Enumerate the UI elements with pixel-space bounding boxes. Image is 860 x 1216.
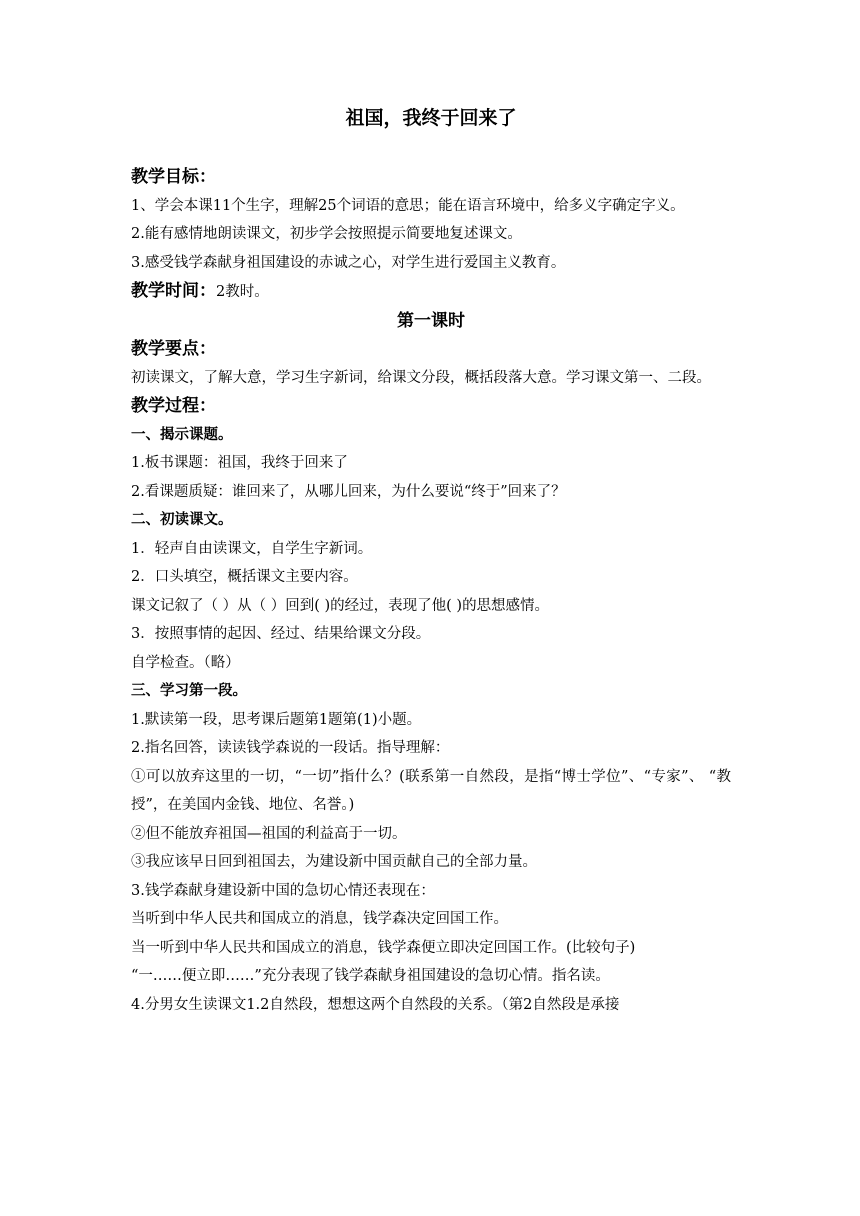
teaching-time	[131, 277, 731, 307]
process-heading: 教学过程：	[131, 396, 216, 416]
objective-item: 1、学会本课11个生字，理解25个词语的意思；能在语言环境中，给多义字确定字义。	[131, 197, 685, 214]
section2-heading: 二、初读课文。	[131, 512, 233, 528]
document-body	[131, 163, 731, 1019]
objectives-heading: 教学目标：	[131, 167, 216, 187]
time-label: 教学时间：	[131, 281, 216, 301]
section1-item: 2.看课题质疑：谁回来了，从哪儿回来，为什么要说“终于”回来了？	[131, 483, 566, 500]
section2-item: 课文记叙了（ ）从（ ）回到( )的经过，表现了他( )的思想感情。	[131, 597, 550, 614]
section3-item: ③我应该早日回到祖国去，为建设新中国贡献自己的全部力量。	[131, 854, 537, 870]
section3-item: 当听到中华人民共和国成立的消息，钱学森决定回国工作。	[131, 911, 508, 927]
keypoints-text: 初读课文，了解大意，学习生字新词，给课文分段，概括段落大意。学习课文第一、二段。	[131, 369, 711, 386]
section3-item: 3.钱学森献身建设新中国的急切心情还表现在：	[131, 882, 435, 899]
section2-item: 自学检查。（略）	[131, 654, 240, 671]
section3-item: 4.分男女生读课文1.2自然段，想想这两个自然段的关系。（第2自然段是承接	[131, 996, 620, 1013]
section3-item: 2.指名回答，读读钱学森说的一段话。指导理解：	[131, 740, 450, 756]
section1-heading: 一、揭示课题。	[131, 426, 233, 443]
section2-item: 1．轻声自由读课文，自学生字新词。	[131, 540, 373, 557]
document-title: 祖国，我终于回来了	[345, 107, 517, 129]
section3-item: 当一听到中华人民共和国成立的消息，钱学森便立即决定回国工作。(比较句子)	[131, 939, 636, 956]
time-value: 2教时。	[216, 284, 269, 300]
section1-item: 1.板书课题：祖国，我终于回来了	[131, 455, 348, 471]
section2-item: 2．口头填空，概括课文主要内容。	[131, 569, 358, 585]
section3-item: 1.默读第一段，思考课后题第1题第(1)小题。	[131, 711, 422, 728]
section3-item: ②但不能放弃祖国—祖国的利益高于一切。	[131, 825, 407, 842]
section3-item: “一……便立即……”充分表现了钱学森献身祖国建设的急切心情。指名读。	[131, 968, 610, 984]
objective-item: 2.能有感情地朗读课文，初步学会按照提示简要地复述课文。	[131, 226, 522, 242]
keypoints-heading: 教学要点：	[131, 339, 216, 359]
lesson-title: 第一课时	[397, 310, 465, 331]
section3-heading: 三、学习第一段。	[131, 683, 247, 699]
section3-item: ①可以放弃这里的一切，“一切”指什么？(联系第一自然段，是指“博士学位”、“专家”、 “教授”，在美国内金钱、地位、名誉。)	[131, 768, 731, 813]
section2-item: 3．按照事情的起因、经过、结果给课文分段。	[131, 626, 431, 642]
objective-item: 3.感受钱学森献身祖国建设的赤诚之心，对学生进行爱国主义教育。	[131, 254, 566, 271]
